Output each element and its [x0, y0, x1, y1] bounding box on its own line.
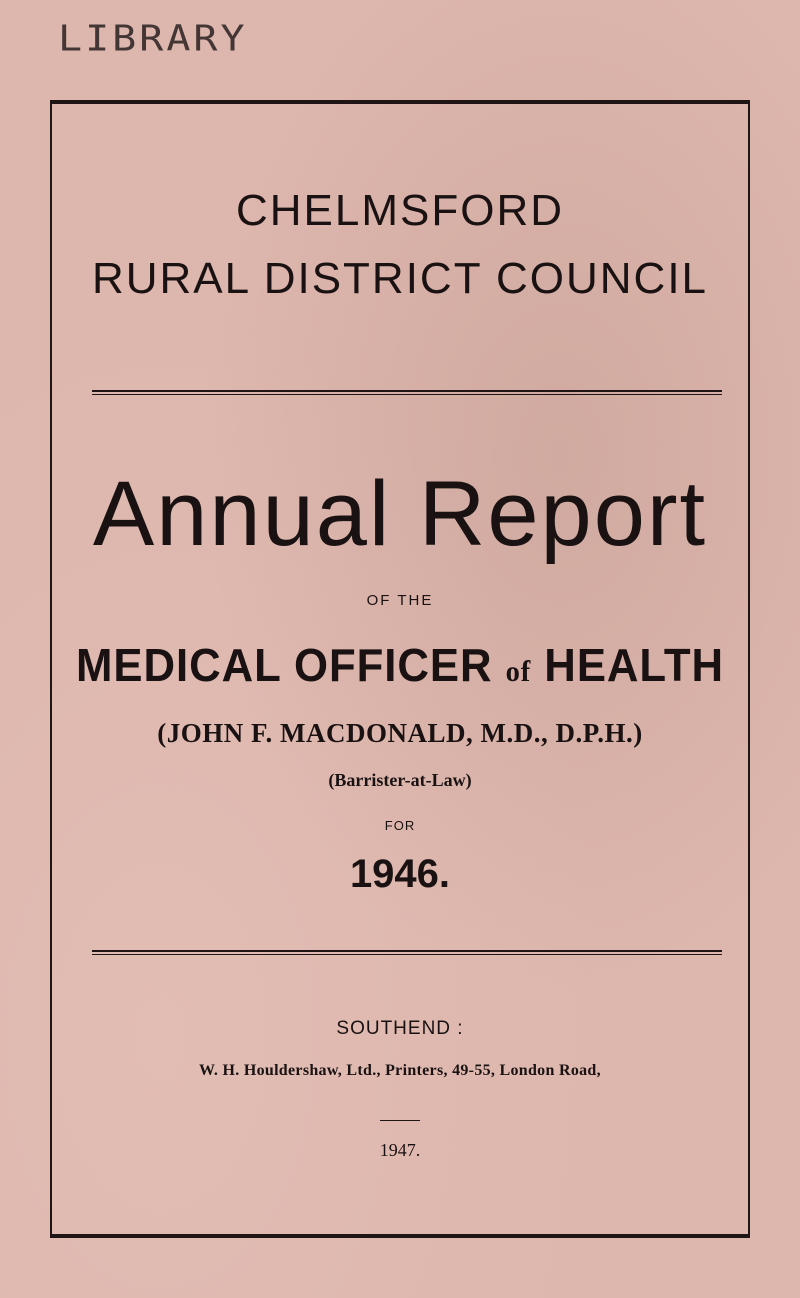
of-the-label: OF THE — [366, 592, 434, 609]
officer-title — [20, 638, 780, 692]
officer-title-part1: MEDICAL OFFICER — [76, 639, 493, 691]
officer-name: (JOHN F. MACDONALD, M.D., D.P.H.) — [157, 718, 643, 748]
imprint-printer: W. H. Houldershaw, Ltd., Printers, 49-55, London Road, — [199, 1062, 601, 1079]
publication-year: 1947. — [379, 1140, 421, 1160]
council-name-line-2: RURAL DISTRICT COUNCIL — [91, 254, 709, 303]
imprint-place: SOUTHEND : — [336, 1018, 464, 1039]
report-title: Annual Report — [92, 463, 708, 565]
library-stamp: LIBRARY — [58, 18, 248, 60]
divider-rule-upper — [92, 390, 722, 395]
for-label: FOR — [384, 818, 416, 833]
report-year: 1946. — [349, 852, 451, 896]
border-bottom-rule — [50, 1234, 750, 1238]
officer-title-part2: HEALTH — [544, 639, 724, 691]
council-name-line-1: CHELMSFORD — [235, 186, 565, 235]
officer-title-of: of — [505, 655, 532, 688]
border-top-rule — [50, 100, 750, 104]
divider-rule-lower — [92, 950, 722, 955]
imprint-short-rule — [380, 1120, 420, 1121]
officer-qualification: (Barrister-at-Law) — [328, 770, 472, 790]
